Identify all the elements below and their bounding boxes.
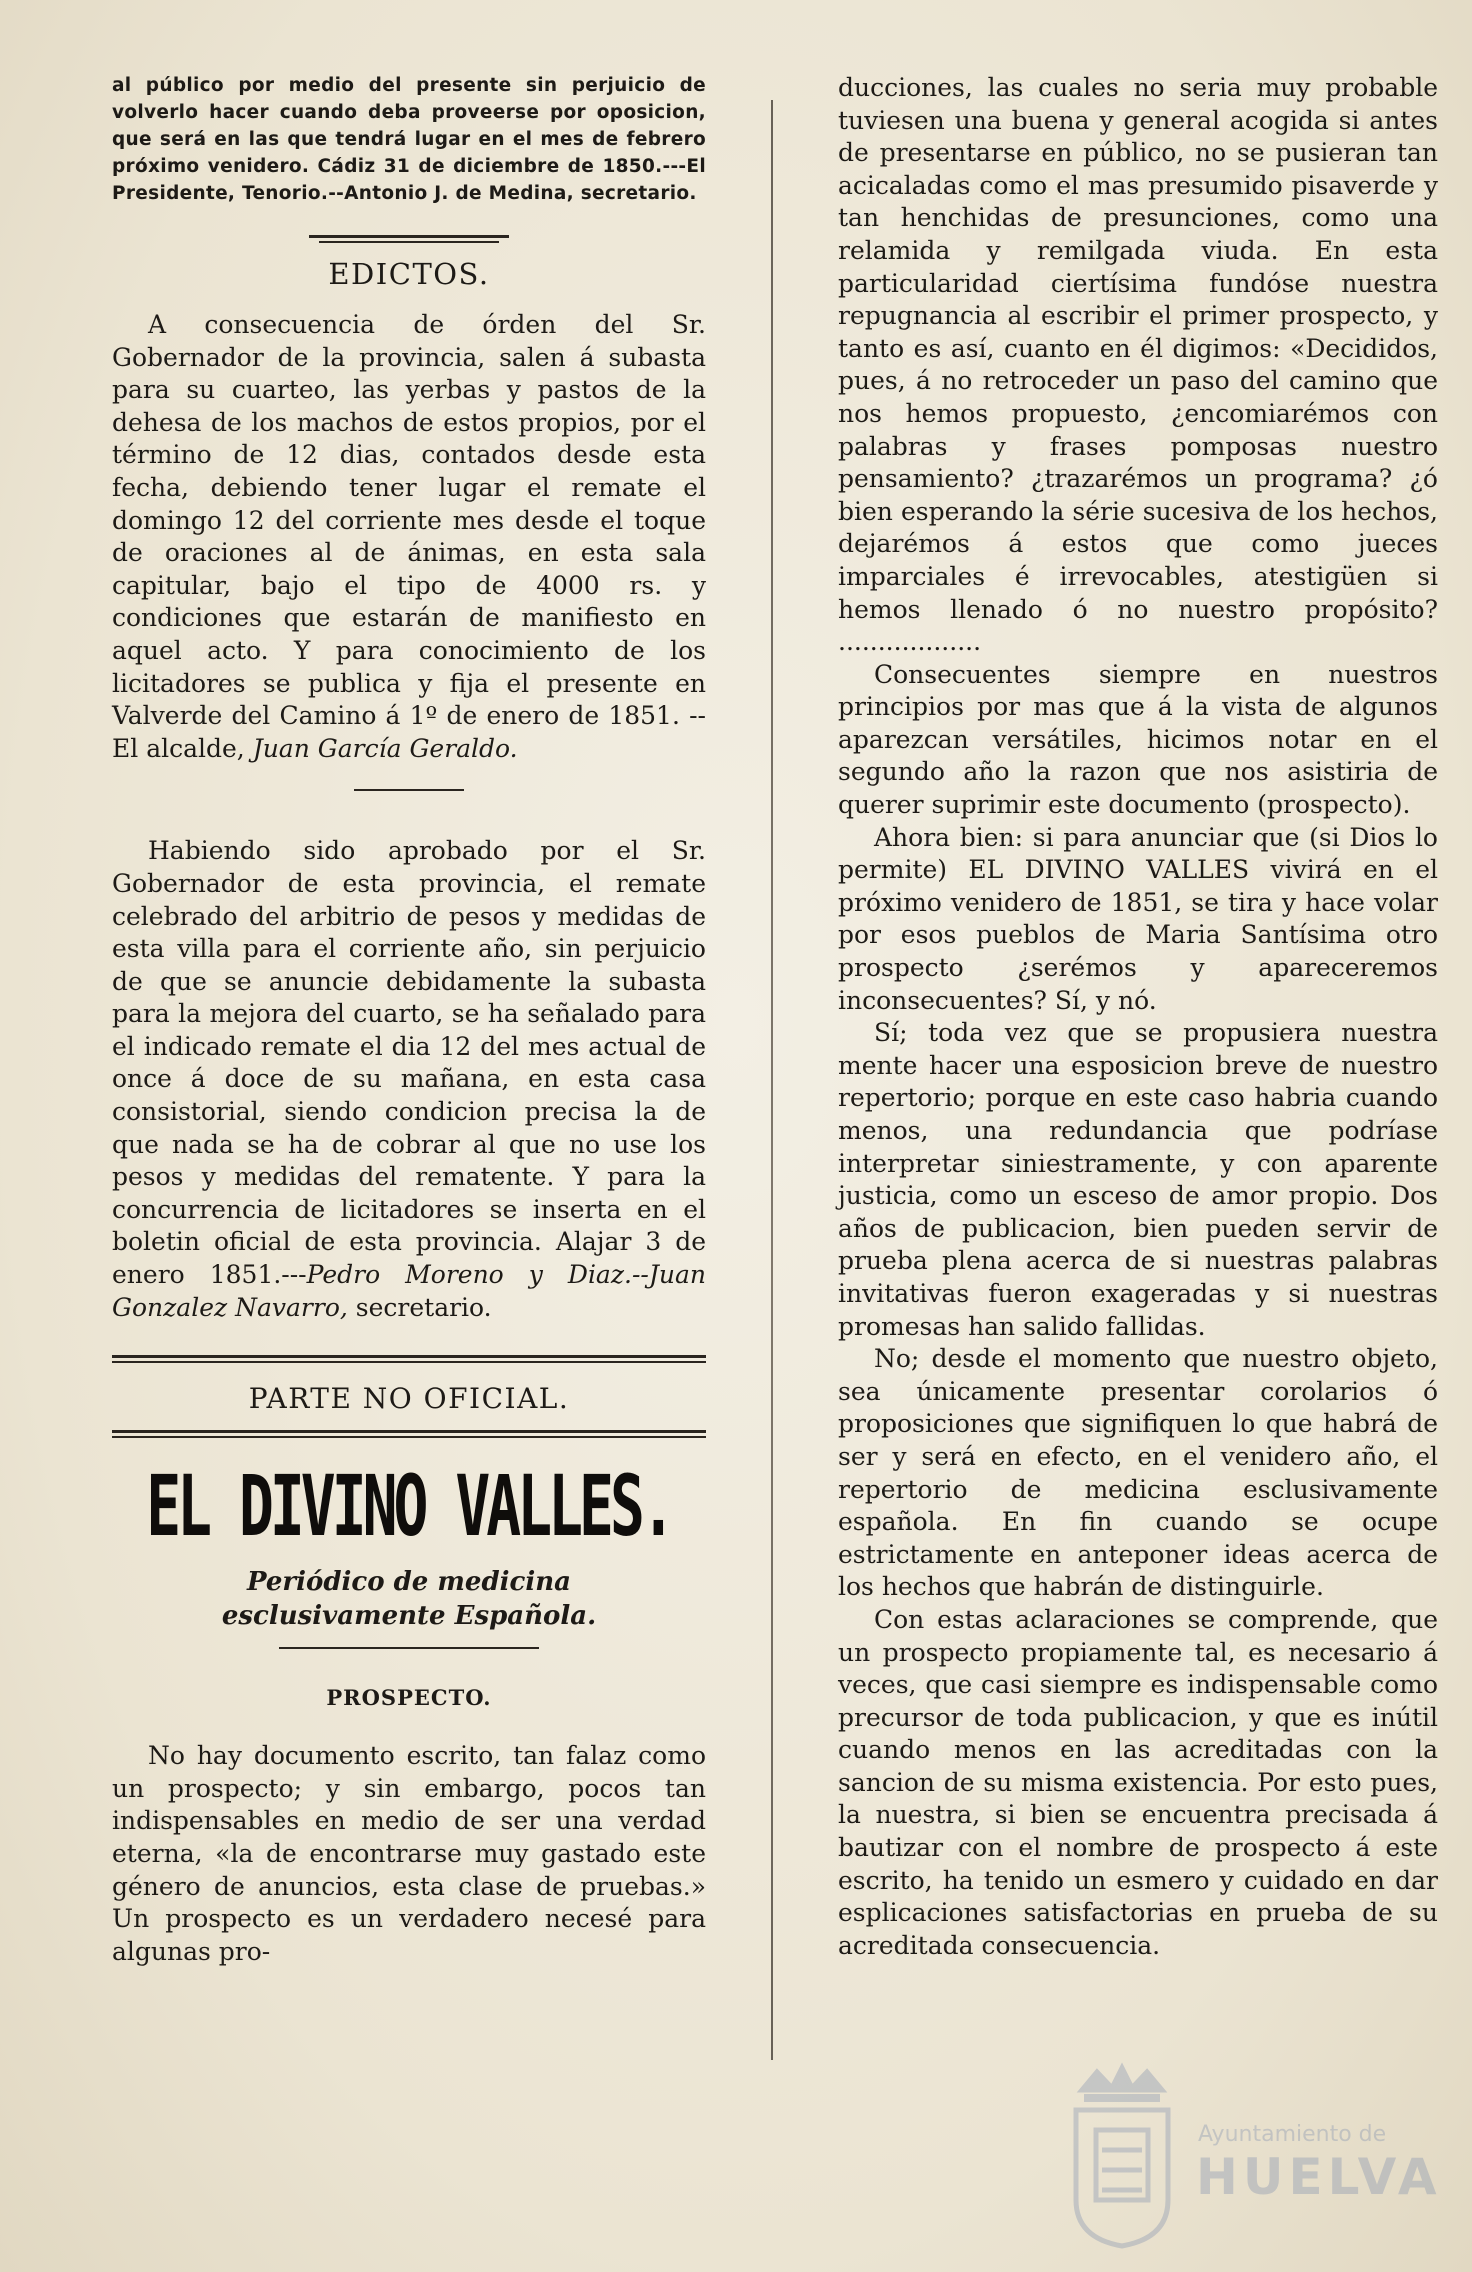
prospecto-paragraph-4: Ahora bien: si para anunciar que (si Dios lo permite) EL DIVINO VALLES vivirá en el próximo venidero de 1851, se tira y hace volar por esos pueblos de Maria Santísima otro prospecto ¿serémos y apareceremos inconsecuentes? Sí, y nó. (838, 822, 1438, 1015)
double-rule (309, 233, 509, 247)
left-column (112, 72, 706, 1968)
prospecto-heading: PROSPECTO. (326, 1685, 492, 1711)
edicto-valverde: A consecuencia de órden del Sr. Gobernador de la provincia, salen á subasta para su cuarteo, las yerbas y pastos de la dehesa de los machos de estos propios, por el término de 12 dias, contados desde esta fecha, debiendo tener lugar el remate el domingo 12 del corriente mes desde el toque de oraciones al de ánimas, en esta sala capitular, bajo el tipo de 4000 rs. y condiciones que estarán de manifiesto en aquel acto. Y para conocimiento de los licitadores se publica y fija el presente en Valverde del Camino á 1º de enero de 1851. --El alcalde, Juan García Geraldo. (112, 310, 706, 763)
short-rule (354, 789, 464, 791)
periodical-subtitle: Periódico de medicina esclusivamente Española. (221, 1567, 597, 1632)
edicto-alajar-signature: Pedro Moreno y Diaz.--Juan Gonzalez Navarro, (112, 1260, 706, 1322)
edictos-heading: EDICTOS. (328, 257, 490, 291)
column-divider (771, 100, 773, 2060)
watermark-line-2: HUELVA (1196, 2148, 1442, 2206)
parte-no-oficial-heading: PARTE NO OFICIAL. (248, 1382, 570, 1416)
prospecto-paragraph-6: No; desde el momento que nuestro objeto, sea únicamente presentar corolarios ó proposiciones que signifiquen lo que habrá de ser y será en efecto, en el venidero año, el repertorio de medicina esclusivamente española. En fin cuando se ocupe estrictamente en anteponer ideas acerca de los hechos que habrán de distinguirle. (838, 1344, 1438, 1602)
masthead-wrapper (112, 1456, 706, 1556)
ornamental-double-rule-2 (112, 1429, 706, 1441)
notice-intro: al público por medio del presente sin perjuicio de volverlo hacer cuando deba proveerse por oposicion, que será en las que tendrá lugar en el mes de febrero próximo venidero. Cádiz 31 de diciembre de 1850.---El Presidente, Tenorio.--Antonio J. de Medina, secretario. (112, 75, 706, 204)
prospecto-paragraph-2: ducciones, las cuales no seria muy probable tuviesen una buena y general acogida si antes de presentarse en público, no se pusieran tan acicaladas como el mas presumido pisaverde y tan henchidas de presunciones, como una relamida y remilgada viuda. En esta particularidad ciertísima fundóse nuestra repugnancia al escribir el primer prospecto, y tanto es así, cuanto en él digimos: «Decididos, pues, á no retroceder un paso del camino que nos hemos propuesto, ¿encomiarémos con palabras y frases pomposas nuestro pensamiento? ¿trazarémos un programa? ¿ó bien esperando la série sucesiva de los hechos, dejarémos á estos que como jueces imparciales é irrevocables, atestigüen si hemos llenado ó no nuestro propósito? .................. (838, 73, 1438, 657)
watermark-line-1: Ayuntamiento de (1198, 2122, 1387, 2147)
edicto-valverde-signature: Juan García Geraldo. (252, 733, 518, 763)
prospecto-paragraph-3: Consecuentes siempre en nuestros principios por mas que á la vista de algunos aparezcan versátiles, hicimos notar en el segundo año la razon que nos asistiria de querer suprimir este documento (prospecto). (838, 659, 1438, 820)
huelva-watermark (1062, 2060, 1442, 2250)
ornamental-double-rule (112, 1354, 706, 1366)
right-column (838, 72, 1438, 1962)
masthead-title: EL DIVINO VALLES. (146, 1456, 672, 1556)
edicto-alajar: Habiendo sido aprobado por el Sr. Gobernador de esta provincia, el remate celebrado del arbitrio de pesos y medidas de esta villa para el corriente año, sin perjuicio de que se anuncie debidamente la subasta para la mejora del cuarto, se ha señalado para el indicado remate el dia 12 del mes actual de once á doce de su mañana, en esta casa consistorial, siendo condicion precisa la de que nada se ha de cobrar al que no use los pesos y medidas del rematente. Y para la concurrencia de licitadores se inserta en el boletin oficial de esta provincia. Alajar 3 de enero 1851.---Pedro Moreno y Diaz.--Juan Gonzalez Navarro, secretario. (112, 836, 706, 1322)
prospecto-paragraph-5: Sí; toda vez que se propusiera nuestra mente hacer una esposicion breve de nuestro repertorio; porque en este caso habria cuando menos, una redundancia que podríase interpretar siniestramente, y con aparente justicia, como un esceso de amor propio. Dos años de publicacion, bien pueden servir de prueba plena acerca de si nuestras palabras invitativas fueron exageradas y si nuestras promesas han salido fallidas. (838, 1018, 1438, 1341)
subtitle-rule (279, 1647, 539, 1649)
coat-of-arms-icon (1062, 2060, 1182, 2250)
prospecto-paragraph-7: Con estas aclaraciones se comprende, que un prospecto propiamente tal, es necesario á veces, que casi siempre es indispensable como precursor de toda publicacion, y que es inútil cuando menos en las acreditadas con la sancion de su misma existencia. Por esto pues, la nuestra, si bien se encuentra precisada á bautizar con el nombre de prospecto á este escrito, ha tenido un esmero y cuidado en dar esplicaciones satisfactorias en prueba de su acreditada consecuencia. (838, 1604, 1438, 1960)
prospecto-paragraph-1: No hay documento escrito, tan falaz como un prospecto; y sin embargo, pocos tan indispensables en medio de ser una verdad eterna, «la de encontrarse muy gastado este género de anuncios, esta clase de pruebas.» Un prospecto es un verdadero necesé para algunas pro- (112, 1741, 706, 1966)
